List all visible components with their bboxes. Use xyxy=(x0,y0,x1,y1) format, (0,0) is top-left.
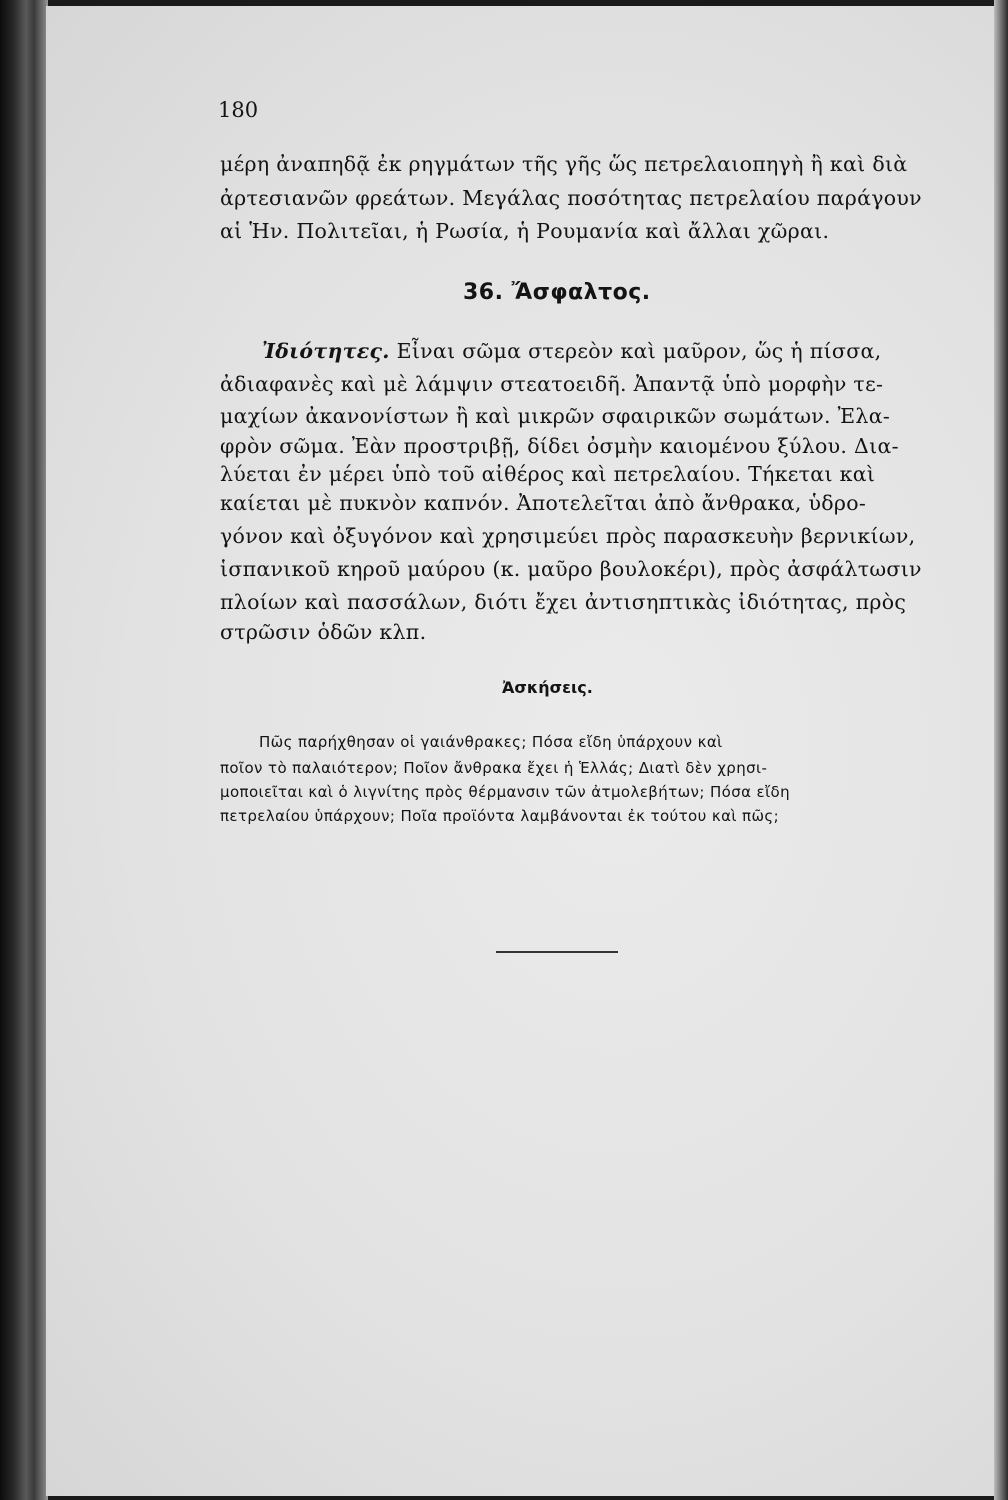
exercise-line-2: ποῖον τὸ παλαιότερον; Ποῖον ἄνθρακα ἔχει ἡ Ἑλλάς; Διατὶ δὲν χρησι- xyxy=(220,759,768,777)
properties-line-6: καίεται μὲ πυκνὸν καπνόν. Ἀποτελεῖται ἀπὸ ἄνθρακα, ὑδρο- xyxy=(220,491,867,515)
exercises-heading: Ἀσκήσεις. xyxy=(502,678,593,697)
exercise-line-3: μοποιεῖται καὶ ὁ λιγνίτης πρὸς θέρμανσιν τῶν ἀτμολεβήτων; Πόσα εἴδη xyxy=(220,783,791,801)
intro-line-2: ἀρτεσιανῶν φρεάτων. Μεγάλας ποσότητας πετρελαίου παράγουν xyxy=(220,186,922,210)
properties-line-5: λύεται ἐν μέρει ὑπὸ τοῦ αἰθέρος καὶ πετρελαίου. Τήκεται καὶ xyxy=(220,462,876,486)
properties-lead: Ἰδιότητες. xyxy=(262,339,390,363)
end-rule xyxy=(496,951,618,953)
intro-line-1: μέρη ἀναπηδᾷ ἐκ ρηγμάτων τῆς γῆς ὥς πετρελαιοπηγὴ ἢ καὶ διὰ xyxy=(220,152,908,176)
properties-line-4: φρὸν σῶμα. Ἐὰν προστριβῇ, δίδει ὀσμὴν καιομένου ξύλου. Δια- xyxy=(220,434,899,458)
properties-line-8: ἱσπανικοῦ κηροῦ μαύρου (κ. μαῦρο βουλοκέρι), πρὸς ἀσφάλτωσιν xyxy=(220,557,922,581)
properties-line-10: στρῶσιν ὁδῶν κλπ. xyxy=(220,620,427,644)
book-binding-shadow xyxy=(0,0,48,1500)
page-number: 180 xyxy=(218,98,259,122)
intro-line-3: αἱ Ἡν. Πολιτεῖαι, ἡ Ρωσία, ἡ Ρουμανία καὶ ἄλλαι χῶραι. xyxy=(220,219,830,243)
exercise-line-1: Πῶς παρήχθησαν οἱ γαιάνθρακες; Πόσα εἴδη ὑπάρχουν καὶ xyxy=(259,733,723,751)
properties-line-7: γόνον καὶ ὀξυγόνον καὶ χρησιμεύει πρὸς παρασκευὴν βερνικίων, xyxy=(220,524,916,548)
properties-line-3: μαχίων ἀκανονίστων ἢ καὶ μικρῶν σφαιρικῶν σωμάτων. Ἐλα- xyxy=(220,404,891,428)
page-edge-shadow xyxy=(994,0,1008,1500)
exercise-line-4: πετρελαίου ὑπάρχουν; Ποῖα προϊόντα λαμβάνονται ἐκ τούτου καὶ πῶς; xyxy=(220,807,780,825)
properties-line-9: πλοίων καὶ πασσάλων, διότι ἔχει ἀντισηπτικὰς ἰδιότητας, πρὸς xyxy=(220,590,907,614)
properties-first-line xyxy=(262,339,881,363)
properties-line-1: Εἶναι σῶμα στερεὸν καὶ μαῦρον, ὥς ἡ πίσσα, xyxy=(396,339,882,363)
properties-line-2: ἀδιαφανὲς καὶ μὲ λάμψιν στεατοειδῆ. Ἀπαντᾷ ὑπὸ μορφὴν τε- xyxy=(220,372,884,396)
section-heading: 36. Ἄσφαλτος. xyxy=(463,280,651,305)
